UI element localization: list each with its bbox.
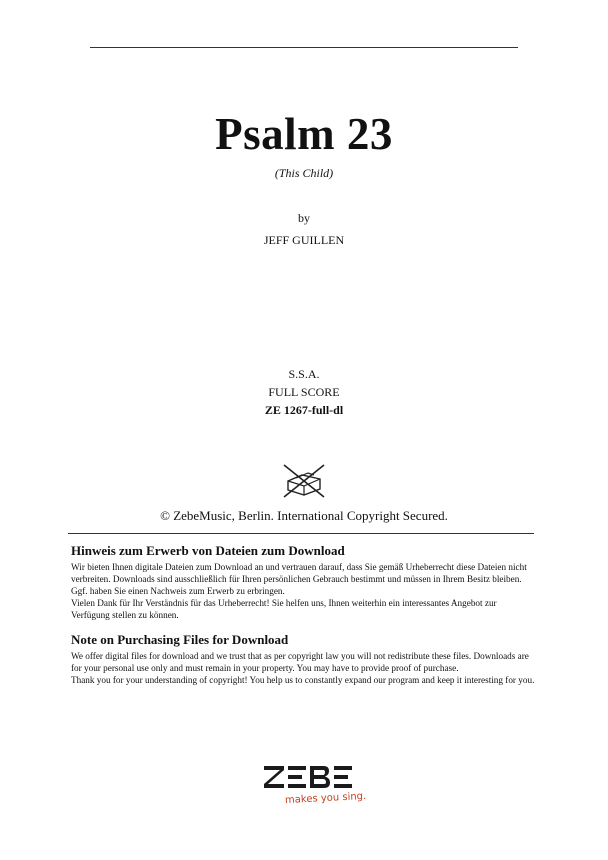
no-photocopy-icon (282, 463, 326, 499)
download-notice-german (71, 543, 543, 621)
subtitle: (This Child) (274, 166, 334, 180)
notice-line: Vielen Dank für Ihr Verständnis für das Urheberrecht! Sie helfen uns, Ihnen weiterhin ein interessantes Angebot zur (71, 598, 497, 609)
section-divider (68, 533, 534, 534)
notice-heading-english: Note on Purchasing Files for Download (71, 632, 289, 647)
notice-line: Ggf. haben Sie einen Nachweis zum Erwerb zu erbringen. (71, 586, 285, 597)
notice-line: verbreiten. Downloads sind ausschließlich für Ihren persönlichen Gebrauch bestimmt und müssen in Ihrem Besitz bleiben. (71, 574, 522, 585)
voicing: S.S.A. (288, 367, 320, 381)
logo-tagline: makes you sing. (284, 790, 367, 807)
catalog-number: ZE 1267-full-dl (264, 403, 344, 417)
page-title: Psalm 23 (215, 109, 393, 159)
notice-heading-german: Hinweis zum Erwerb von Dateien zum Download (71, 543, 345, 558)
notice-line: for your personal use only and must remain in your property. You may have to provide proof of purchase. (71, 663, 459, 674)
notice-line: Verfügung stellen zu können. (71, 610, 179, 621)
download-notice-english (71, 632, 543, 686)
by-label: by (298, 211, 310, 225)
top-divider (90, 47, 518, 48)
composer-name: JEFF GUILLEN (263, 233, 345, 247)
notice-line: Thank you for your understanding of copyright! You help us to constantly expand our program and keep it interesting for you. (71, 675, 535, 686)
notice-line: Wir bieten Ihnen digitale Dateien zum Download an und vertrauen darauf, dass Sie gemäß Urheberrecht diese Dateien nicht (71, 562, 527, 572)
notice-line: We offer digital files for download and we trust that as per copyright law you will not redistribute these files. Downloads are (71, 651, 529, 661)
score-type: FULL SCORE (268, 385, 340, 399)
copyright-notice: © ZebeMusic, Berlin. International Copyright Secured. (160, 508, 448, 523)
